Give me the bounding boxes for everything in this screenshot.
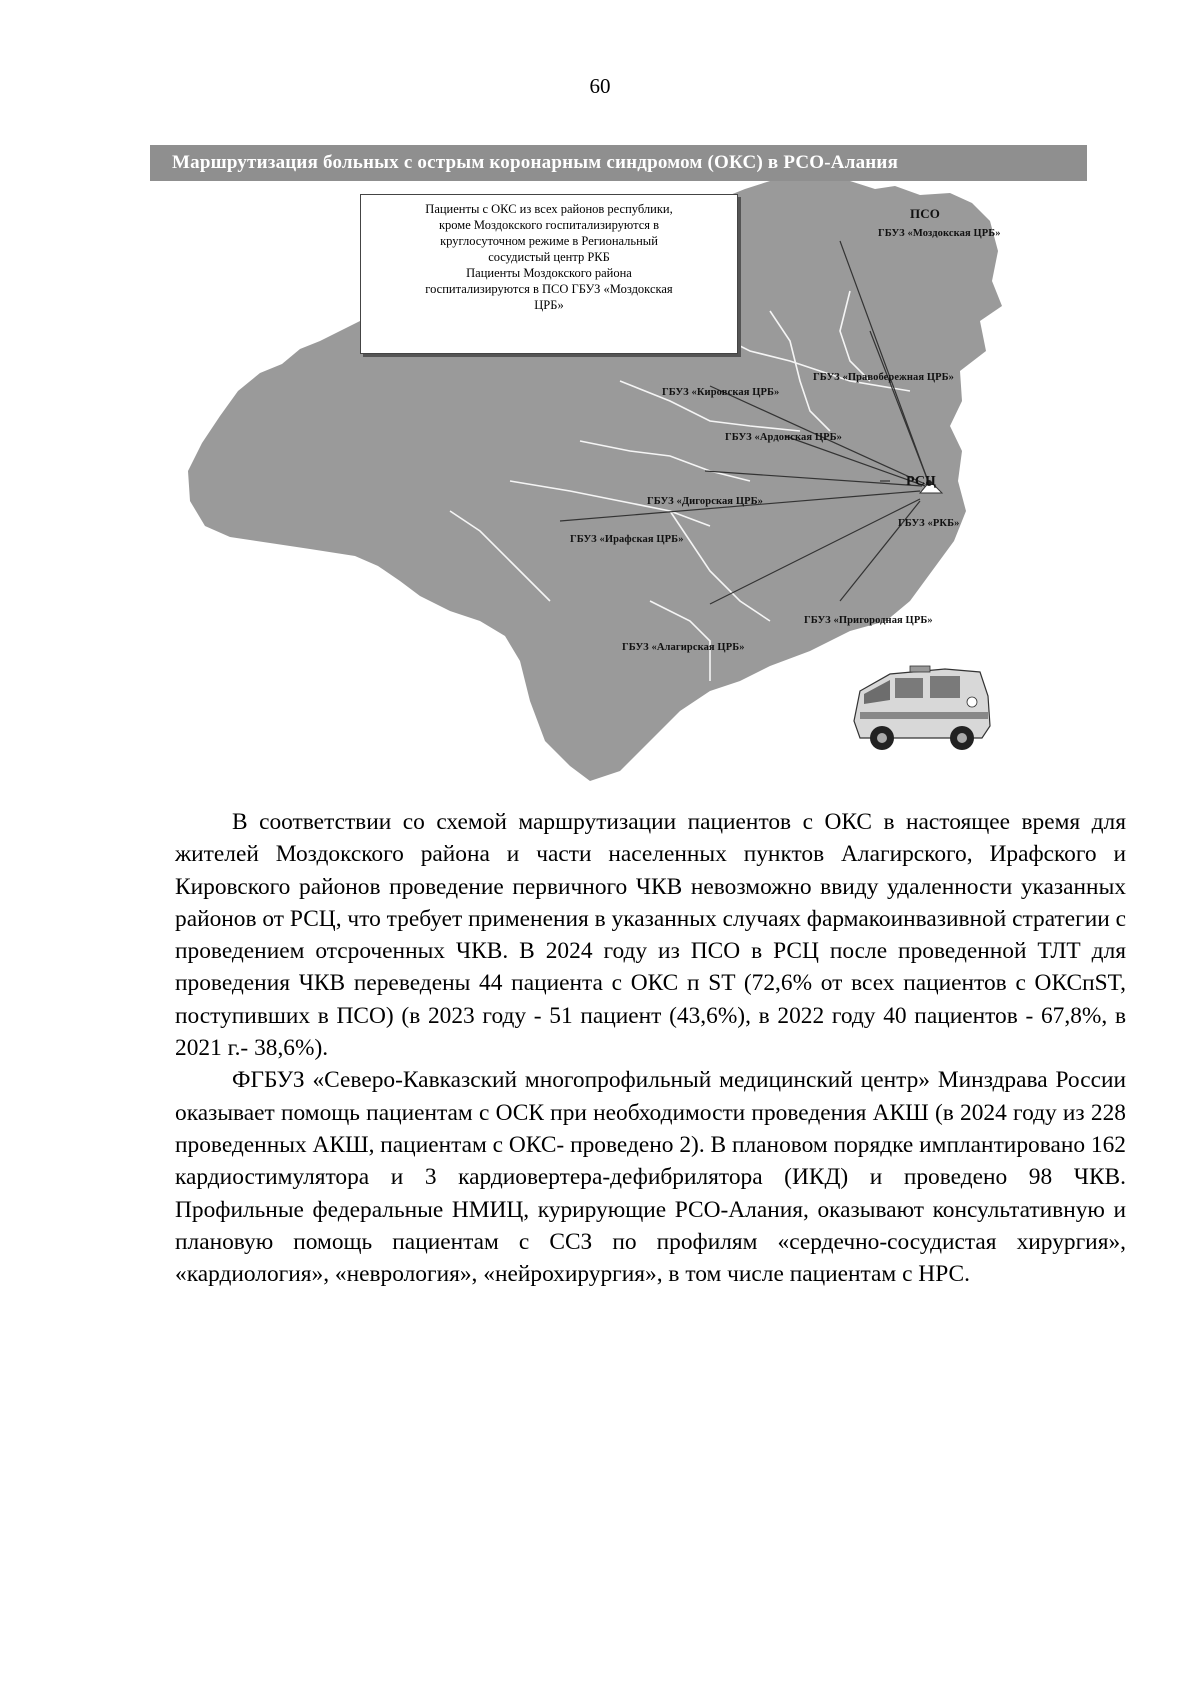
label-pso: ПСО — [910, 206, 940, 221]
note-line: кроме Моздокского госпитализируются в — [438, 218, 660, 232]
ambulance-icon — [854, 666, 990, 750]
label-rkb: ГБУЗ «РКБ» — [898, 518, 960, 529]
paragraph: ФГБУЗ «Северо-Кавказский многопрофильный медицинский центр» Минздрава России оказывает помощь пациентам с ОСК при необходимости проведения АКШ (в 2024 году из 228 проведенных АКШ, пациентам с ОКС- проведено 2). В плановом порядке имплантировано 162 кардиостимулятора и 3 кардиовертера-дефибрилятора (ИКД) и проведено 98 ЧКВ. Профильные федеральные НМИЦ, курирующие РСО-Алания, оказывают консультативную и плановую помощь пациентам с ССЗ по профилям «сердечно-сосудистая хирургия», «кардиология», «неврология», «нейрохирургия», в том числе пациентам с НРС. — [175, 1067, 1126, 1288]
label-prigor: ГБУЗ «Пригородная ЦРБ» — [804, 615, 933, 626]
note-line: круглосуточном режиме в Региональный — [440, 234, 658, 248]
paragraph: В соответствии со схемой маршрутизации пациентов с ОКС в настоящее время для жителей Моздокского района и части населенных пунктов Алагирского, Ирафского и Кировского районов проведение первичного ЧКВ невозможно ввиду удаленности указанных районов от РСЦ, что требует применения в указанных случаях фармакоинвазивной стратегии с проведением отсроченных ЧКВ. В 2024 году из ПСО в РСЦ после проведенной ТЛТ для проведения ЧКВ переведены 44 пациента с ОКС п ST (72,6% от всех пациентов с ОКСпST, поступивших в ПСО) (в 2023 году - 51 пациент (43,6%), в 2022 году 40 пациентов - 67,8%, в 2021 г.- 38,6%). — [175, 809, 1126, 1062]
label-digor: ГБУЗ «Дигорская ЦРБ» — [647, 496, 763, 507]
routing-map-figure — [150, 145, 1087, 790]
label-alagir: ГБУЗ «Алагирская ЦРБ» — [622, 642, 745, 653]
label-pravober: ГБУЗ «Правобережная ЦРБ» — [813, 372, 955, 383]
label-rsc: РСЦ — [906, 474, 937, 489]
page-number: 60 — [589, 74, 611, 98]
label-ardon: ГБУЗ «Ардонская ЦРБ» — [725, 432, 843, 443]
note-line: Пациенты с ОКС из всех районов республики, — [425, 202, 673, 216]
body-text — [175, 806, 1126, 1290]
figure-title: Маршрутизация больных с острым коронарным синдромом (ОКС) в РСО-Алания — [150, 145, 1087, 181]
label-mozdok: ГБУЗ «Моздокская ЦРБ» — [878, 228, 1001, 239]
label-kirov: ГБУЗ «Кировская ЦРБ» — [662, 387, 780, 398]
routing-note-box — [360, 194, 738, 354]
note-line: госпитализируются в ПСО ГБУЗ «Моздокская — [425, 282, 673, 296]
note-line: сосудистый центр РКБ — [488, 250, 610, 264]
label-iraf: ГБУЗ «Ирафская ЦРБ» — [570, 534, 684, 545]
note-line: ЦРБ» — [534, 298, 564, 312]
note-line: Пациенты Моздокского района — [466, 266, 632, 280]
